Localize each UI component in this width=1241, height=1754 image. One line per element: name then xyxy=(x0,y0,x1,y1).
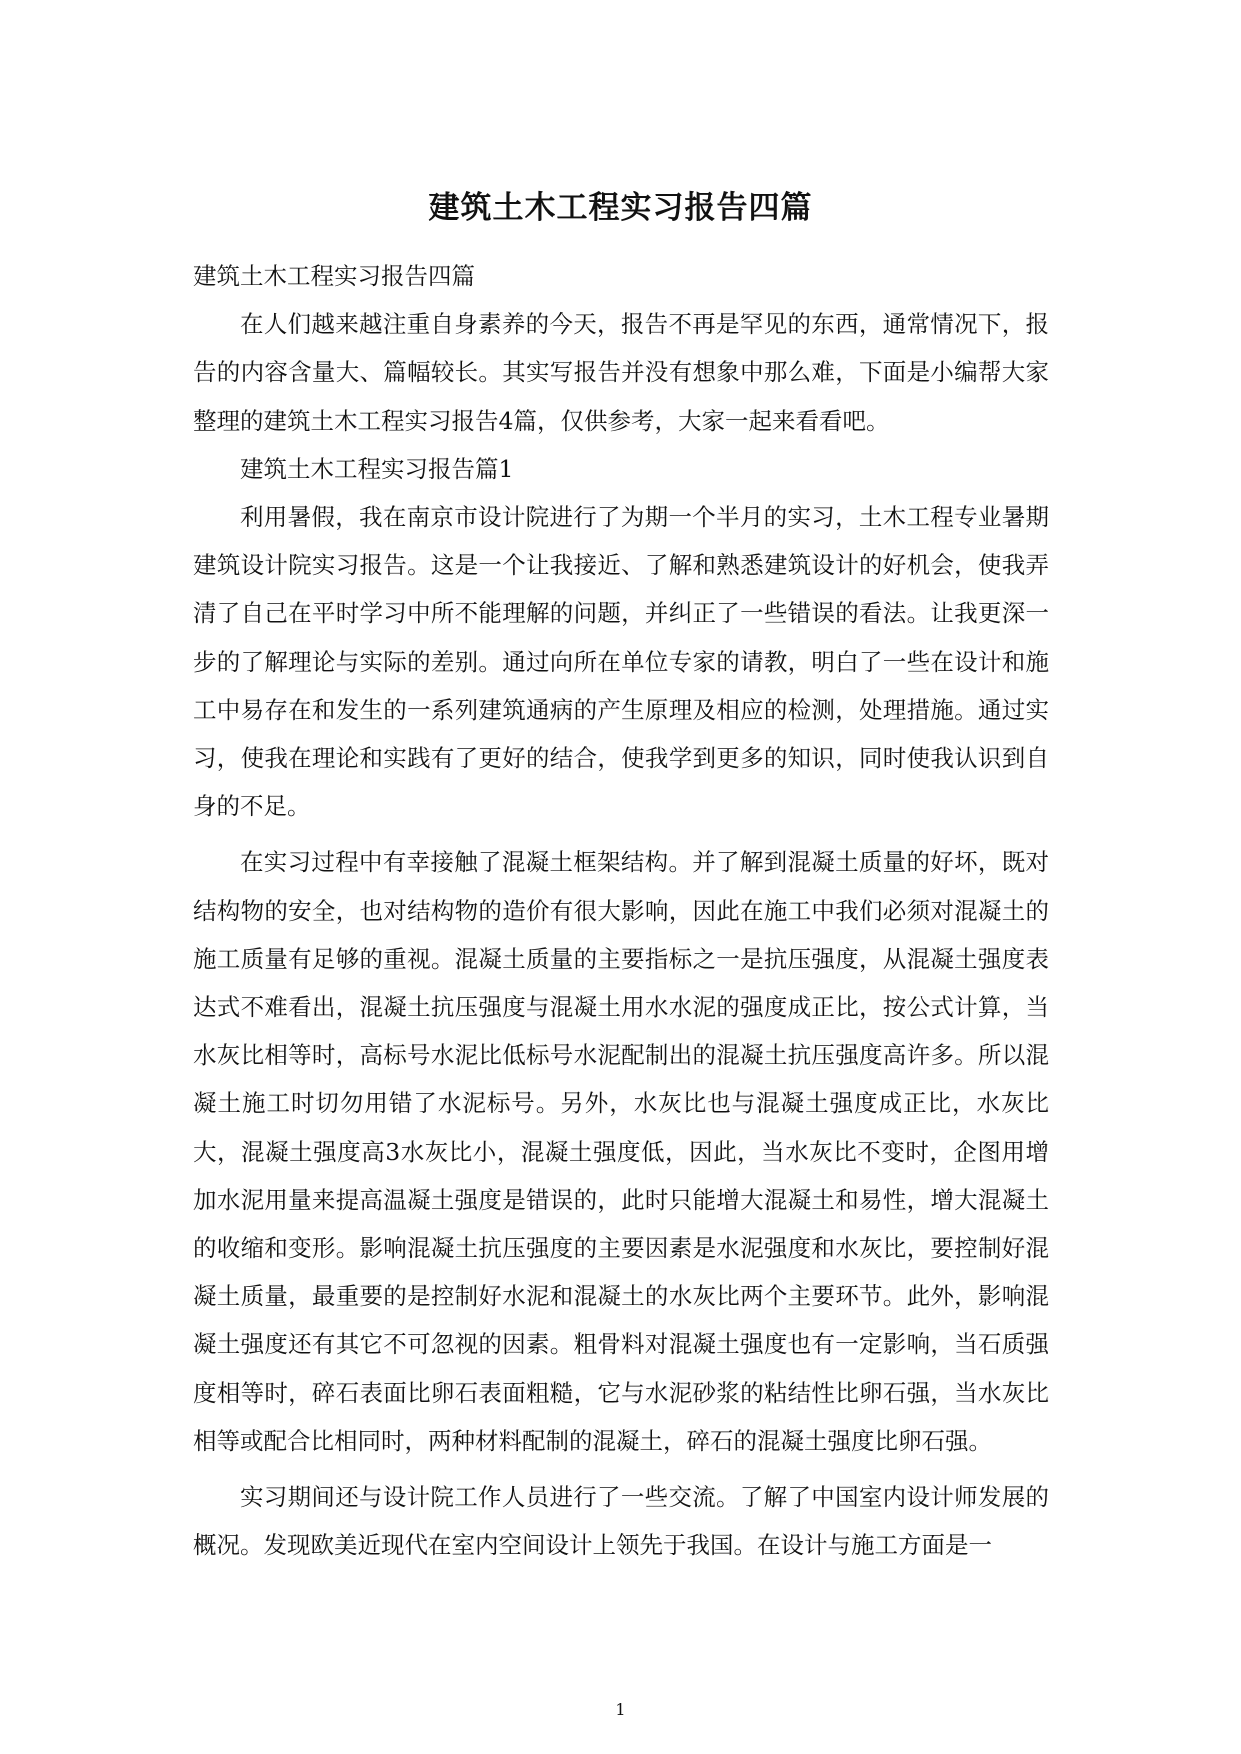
body-paragraph: 利用暑假，我在南京市设计院进行了为期一个半月的实习，土木工程专业暑期建筑设计院实习报告。这是一个让我接近、了解和熟悉建筑设计的好机会，使我弄清了自己在平时学习中所不能理解的问题，并纠正了一些错误的看法。让我更深一步的了解理论与实际的差别。通过向所在单位专家的请教，明白了一些在设计和施工中易存在和发生的一系列建筑通病的产生原理及相应的检测，处理措施。通过实习，使我在理论和实践有了更好的结合，使我学到更多的知识，同时使我认识到自身的不足。 xyxy=(193,503,1049,821)
document-body xyxy=(193,252,1049,1569)
document-subtitle: 建筑土木工程实习报告四篇 xyxy=(193,262,475,290)
body-paragraph: 实习期间还与设计院工作人员进行了一些交流。了解了中国室内设计师发展的概况。发现欧美近现代在室内空间设计上领先于我国。在设计与施工方面是一 xyxy=(193,1483,1049,1560)
intro-paragraph: 在人们越来越注重自身素养的今天，报告不再是罕见的东西，通常情况下，报告的内容含量大、篇幅较长。其实写报告并没有想象中那么难，下面是小编帮大家整理的建筑土木工程实习报告4篇，仅供参考，大家一起来看看吧。 xyxy=(193,310,1049,435)
document-title: 建筑土木工程实习报告四篇 xyxy=(428,190,813,226)
body-paragraph: 在实习过程中有幸接触了混凝土框架结构。并了解到混凝土质量的好坏，既对结构物的安全，也对结构物的造价有很大影响，因此在施工中我们必须对混凝土的施工质量有足够的重视。混凝土质量的主要指标之一是抗压强度，从混凝土强度表达式不难看出，混凝土抗压强度与混凝土用水水泥的强度成正比，按公式计算，当水灰比相等时，高标号水泥比低标号水泥配制出的混凝土抗压强度高许多。所以混凝土施工时切勿用错了水泥标号。另外，水灰比也与混凝土强度成正比，水灰比大，混凝土强度高3水灰比小，混凝土强度低，因此，当水灰比不变时，企图用增加水泥用量来提高温凝土强度是错误的，此时只能增大混凝土和易性，增大混凝土的收缩和变形。影响混凝土抗压强度的主要因素是水泥强度和水灰比，要控制好混凝土质量，最重要的是控制好水泥和混凝土的水灰比两个主要环节。此外，影响混凝土强度还有其它不可忽视的因素。粗骨料对混凝土强度也有一定影响，当石质强度相等时，碎石表面比卵石表面粗糙，它与水泥砂浆的粘结性比卵石强，当水灰比相等或配合比相同时，两种材料配制的混凝土，碎石的混凝土强度比卵石强。 xyxy=(193,848,1049,1455)
page-number: 1 xyxy=(615,1700,626,1719)
section-heading: 建筑土木工程实习报告篇1 xyxy=(240,454,514,483)
